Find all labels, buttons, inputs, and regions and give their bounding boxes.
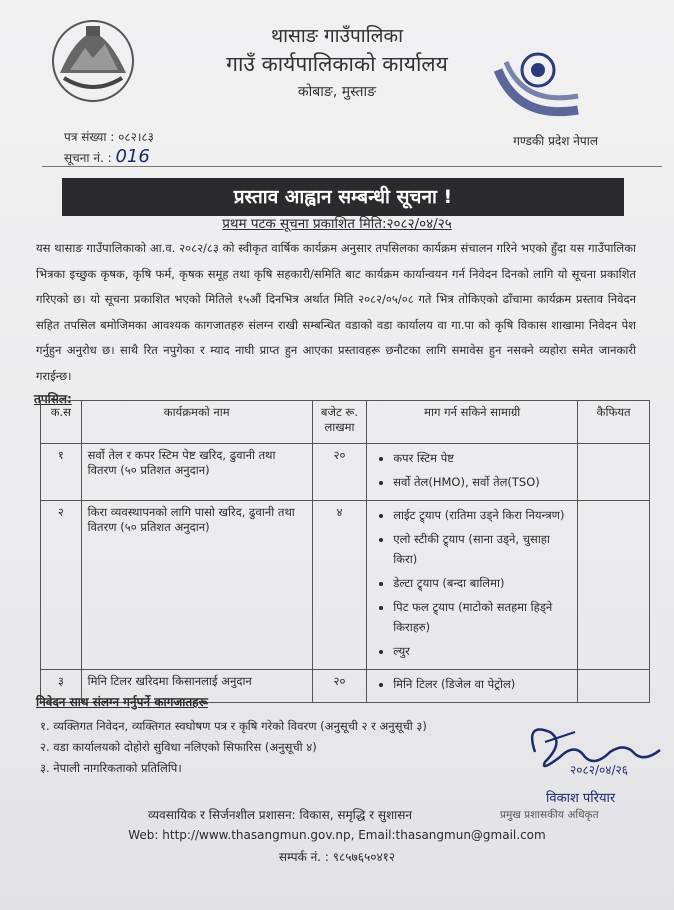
row-program-name: किरा व्यवस्थापनको लागि पासो खरिद, ढुवानी तथा वितरण (५० प्रतिशत अनुदान) <box>81 501 312 670</box>
notice-subtitle: प्रथम पटक सूचना प्रकाशित मिति:२०८२/०४/२५ <box>222 216 452 232</box>
signatory-name: विकाश परियार <box>546 791 616 806</box>
material-item: • सर्वो तेल(HMO), सर्वो तेल(TSO) <box>393 472 571 492</box>
col-budget: बजेट रू. लाखमा <box>312 401 366 444</box>
attachment-item: ३. नेपाली नागरिकताको प्रतिलिपि। <box>40 761 182 775</box>
row-budget: २० <box>312 670 366 703</box>
province-label: गण्डकी प्रदेश नेपाल <box>513 134 598 148</box>
notice-title: प्रस्ताव आह्वान सम्बन्धी सूचना ! <box>62 178 624 216</box>
material-item: • ल्युर <box>393 641 571 661</box>
material-item: • पिट फल ट्र्याप (माटोको सतहमा हिड्ने किराहरु) <box>393 597 571 637</box>
notice-number-label: सूचना नं. : <box>64 151 112 165</box>
attachment-item: २. वडा कार्यालयको दोहोरो सुविधा नलिएको सिफारिस (अनुसूची ४) <box>40 740 317 754</box>
table-header-row <box>41 401 650 444</box>
attachments-title: निवेदन साथ संलग्न गर्नुपर्ने कागजातहरू <box>36 695 208 709</box>
material-item: • लाईट ट्र्याप (रातिमा उड्ने किरा नियन्त्रण) <box>393 505 571 525</box>
row-program-name: मिनि टिलर खरिदमा किसानलाई अनुदान <box>81 670 312 703</box>
footer-web: Web: http://www.thasangmun.gov.np, Email:thasangmun@gmail.com <box>128 828 546 842</box>
header-divider <box>42 166 662 167</box>
notice-body: यस थासाङ गाउँपालिकाको आ.व. २०८२/८३ को स्वीकृत वार्षिक कार्यक्रम अनुसार तपसिलका कार्यक्रम संचालन गरिने भएको हुँदा यस गाउँपालिका भित्रका इच्छुक कृषक, कृषि फर्म, कृषक समूह तथा कृषि सहकारी/समिति बाट कार्यक्रम कार्यान्वयन गर्न निवेदन दिनको लागि यो सूचना प्रकाशित गरिएको छ। यो सूचना प्रकाशित भएको मितिले १५औं दिनभित्र अर्थात मिति २०८२/०५/०८ गते भित्र तोकिएको ढाँचामा कार्यक्रम प्रस्ताव निवेदन सहित तपसिल बमोजिमका आवश्यक कागजातहरु संलग्न राखी सम्बन्धित वडाको वडा कार्यालय वा गा.पा को कृषि विकास शाखामा निवेदन पेश गर्नुहुन अनुरोध छ। साथै रित नपुगेका र म्याद नाघी प्राप्त हुन आएका प्रस्तावहरू छनौटका लागि समावेस हुन नसक्ने व्यहोरा समेत जानकारी गराईन्छ। <box>36 241 636 383</box>
tapsil-label: तपसिल: <box>34 392 72 406</box>
footer-contact: सम्पर्क नं. : ९८५७६५०४१२ <box>278 850 396 864</box>
row-materials <box>367 670 578 703</box>
row-remarks <box>578 501 650 670</box>
footer-motto: व्यवसायिक र सिर्जनशील प्रशासन: विकास, समृद्धि र सुशासन <box>147 808 413 822</box>
col-materials: माग गर्न सकिने सामाग्री <box>367 401 578 444</box>
row-program-name: सर्वो तेल र कपर स्टिम पेष्ट खरिद, ढुवानी तथा वितरण (५० प्रतिशत अनुदान) <box>81 444 312 501</box>
row-remarks <box>578 444 650 501</box>
material-item: • मिनि टिलर (डिजेल वा पेट्रोल) <box>393 674 571 694</box>
table-row <box>41 501 650 670</box>
reference-number: पत्र संख्या : ०८२।८३ <box>64 130 154 144</box>
row-budget: २० <box>312 444 366 501</box>
office-stamp <box>488 40 588 130</box>
col-sn: क.स <box>41 401 82 444</box>
office-name: गाउँ कार्यपालिकाको कार्यालय <box>226 52 448 76</box>
row-remarks <box>578 670 650 703</box>
material-item: • डेल्टा ट्र्याप (बन्दा बालिमा) <box>393 573 571 593</box>
row-materials <box>367 501 578 670</box>
row-sn: २ <box>41 501 82 670</box>
row-budget: ४ <box>312 501 366 670</box>
material-item: • एलो स्टीकी ट्र्याप (साना उड्ने, चुसाहा किरा) <box>393 529 571 569</box>
row-sn: १ <box>41 444 82 501</box>
notice-number-value: 016 <box>115 146 150 167</box>
notice-number <box>64 146 150 167</box>
municipality-name: थासाङ गाउँपालिका <box>270 25 404 47</box>
office-address: कोबाङ, मुस्ताङ <box>297 84 377 100</box>
col-program-name: कार्यक्रमको नाम <box>81 401 312 444</box>
col-remarks: कैफियत <box>578 401 650 444</box>
table-row <box>41 444 650 501</box>
row-sn: ३ <box>41 670 82 703</box>
signatory-designation: प्रमुख प्रशासकीय अधिकृत <box>500 809 599 821</box>
attachment-item: १. व्यक्तिगत निवेदन, व्यक्तिगत स्वघोषण पत्र र कृषि गरेको विवरण (अनुसूची २ र अनुसूची ३) <box>40 719 427 733</box>
material-item: • कपर स्टिम पेष्ट <box>393 448 571 468</box>
signature-date: २०८२/०४/२६ <box>570 763 629 777</box>
row-materials <box>367 444 578 501</box>
program-table <box>40 400 650 703</box>
